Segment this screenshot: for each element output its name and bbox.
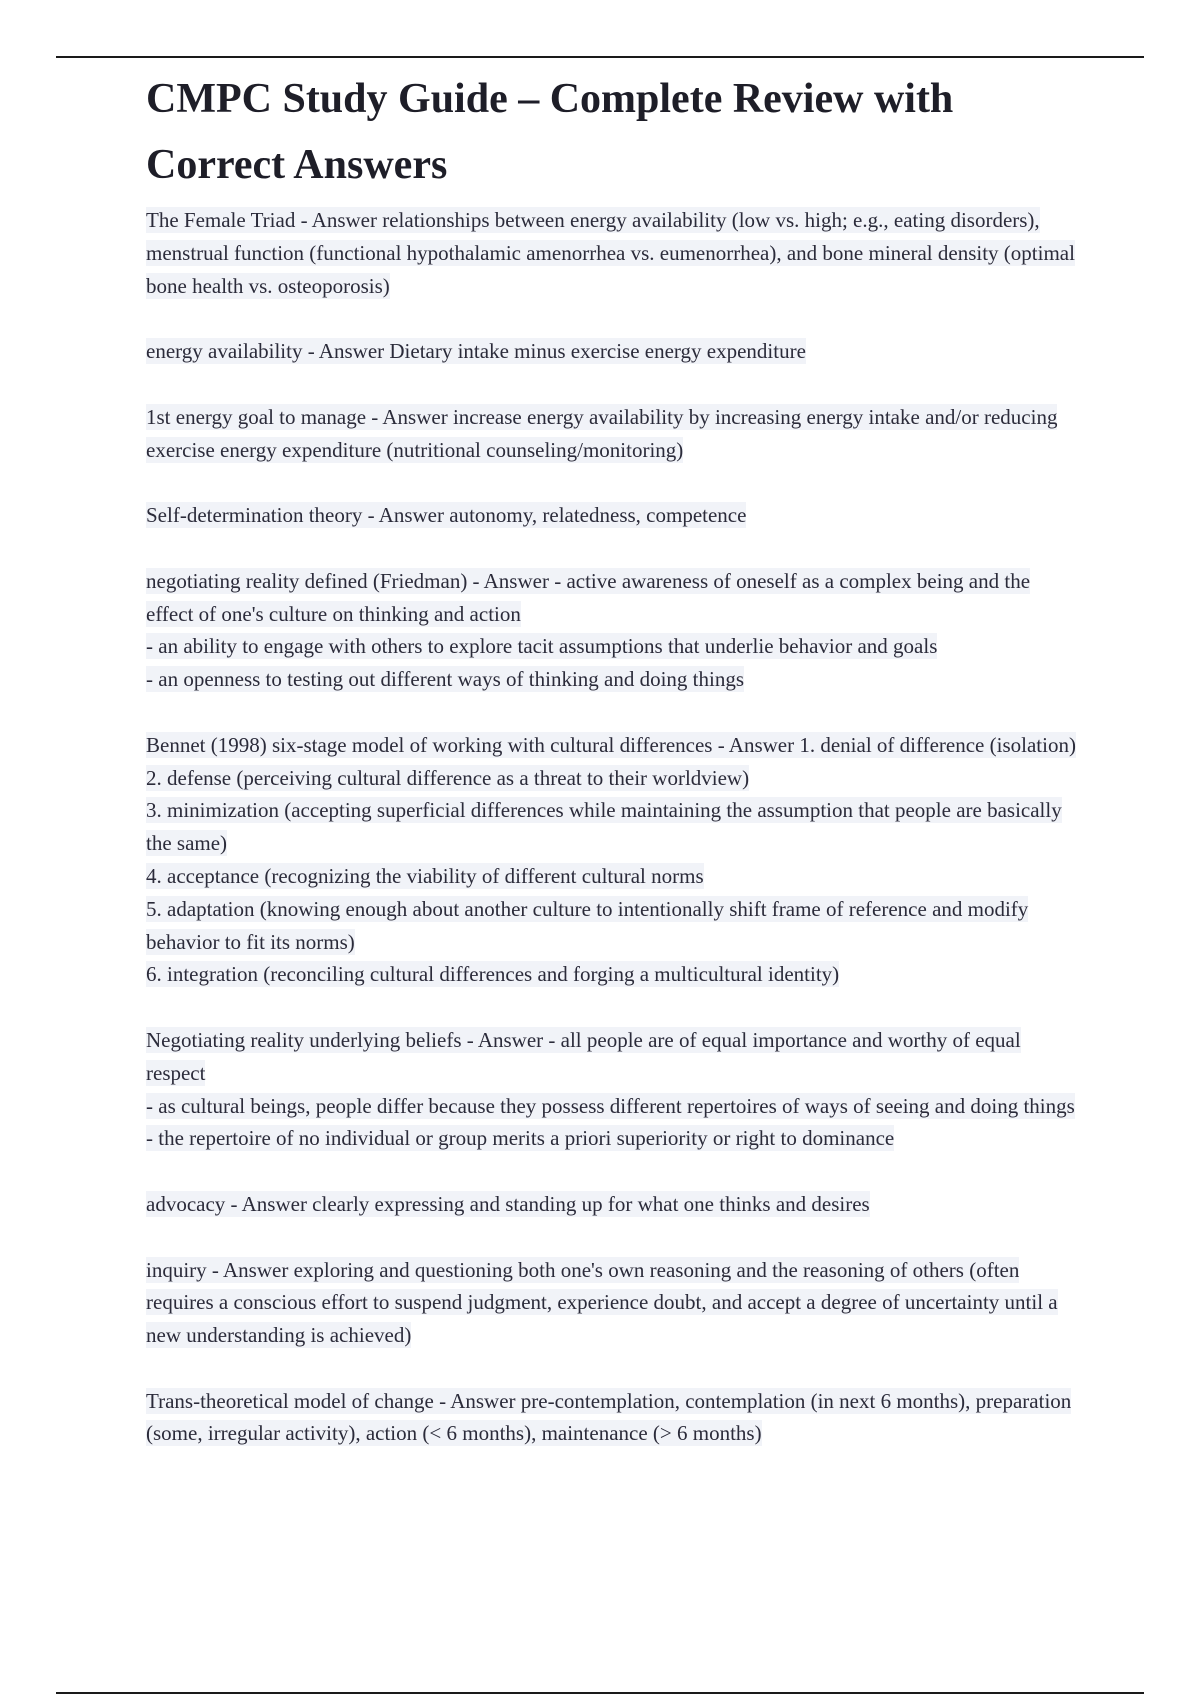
entry-line: 4. acceptance (recognizing the viability of different cultural norms <box>146 863 704 888</box>
entry-line: - the repertoire of no individual or group merits a priori superiority or right to dominance <box>146 1126 895 1151</box>
qa-entries <box>146 204 1076 1450</box>
qa-entry-female-triad <box>146 204 1076 302</box>
entry-line: 1st energy goal to manage - Answer increase energy availability by increasing energy intake and/or reducing exercise energy expenditure (nutritional counseling/monitoring) <box>146 404 1058 462</box>
entry-line: 5. adaptation (knowing enough about another culture to intentionally shift frame of reference and modify behavior to fit its norms) <box>146 896 1029 954</box>
entry-line: 3. minimization (accepting superficial differences while maintaining the assumption that people are basically the same) <box>146 798 1062 856</box>
qa-entry-self-determination <box>146 499 1076 532</box>
entry-line: Trans-theoretical model of change - Answer pre-contemplation, contemplation (in next 6 months), preparation (some, irregular activity), action (< 6 months), maintenance (> 6 months) <box>146 1388 1072 1446</box>
entry-line: - as cultural beings, people differ because they possess different repertoires of ways of seeing and doing things <box>146 1093 1075 1118</box>
top-rule <box>56 56 1144 58</box>
title-line-1: CMPC Study Guide – Complete Review with <box>146 76 954 122</box>
entry-line: advocacy - Answer clearly expressing and standing up for what one thinks and desires <box>146 1191 870 1216</box>
entry-line: Negotiating reality underlying beliefs - Answer - all people are of equal importance and worthy of equal respect <box>146 1027 1021 1085</box>
qa-entry-advocacy <box>146 1188 1076 1221</box>
title-line-2: Correct Answers <box>146 142 448 188</box>
entry-line: inquiry - Answer exploring and questioning both one's own reasoning and the reasoning of others (often requires a conscious effort to suspend judgment, experience doubt, and accept a degree of uncertainty until a new understanding is achieved) <box>146 1257 1058 1348</box>
qa-entry-energy-goal <box>146 401 1076 467</box>
entry-line: Bennet (1998) six-stage model of working with cultural differences - Answer 1. denial of difference (isolation) <box>146 732 1076 757</box>
entry-line: 2. defense (perceiving cultural difference as a threat to their worldview) <box>146 765 750 790</box>
qa-entry-underlying-beliefs <box>146 1024 1076 1155</box>
entry-line: The Female Triad - Answer relationships between energy availability (low vs. high; e.g., eating disorders), menstrual function (functional hypothalamic amenorrhea vs. eumenorrhea), and bone mineral density (optimal bone health vs. osteoporosis) <box>146 208 1075 298</box>
entry-line: - an openness to testing out different ways of thinking and doing things <box>146 667 745 692</box>
bottom-rule <box>56 1692 1144 1694</box>
qa-entry-negotiating-reality <box>146 565 1076 696</box>
qa-entry-bennet-model <box>146 729 1076 991</box>
qa-entry-inquiry <box>146 1254 1076 1352</box>
entry-line: negotiating reality defined (Friedman) - Answer - active awareness of oneself as a complex being and the effect of one's culture on thinking and action <box>146 568 1031 626</box>
document-page <box>146 66 1076 1450</box>
entry-line: 6. integration (reconciling cultural differences and forging a multicultural identity) <box>146 962 840 987</box>
entry-line: - an ability to engage with others to explore tacit assumptions that underlie behavior and goals <box>146 634 938 659</box>
qa-entry-transtheoretical <box>146 1385 1076 1451</box>
qa-entry-energy-availability <box>146 335 1076 368</box>
entry-line: energy availability - Answer Dietary intake minus exercise energy expenditure <box>146 339 806 364</box>
entry-line: Self-determination theory - Answer autonomy, relatedness, competence <box>146 503 747 528</box>
document-title <box>146 66 1076 198</box>
